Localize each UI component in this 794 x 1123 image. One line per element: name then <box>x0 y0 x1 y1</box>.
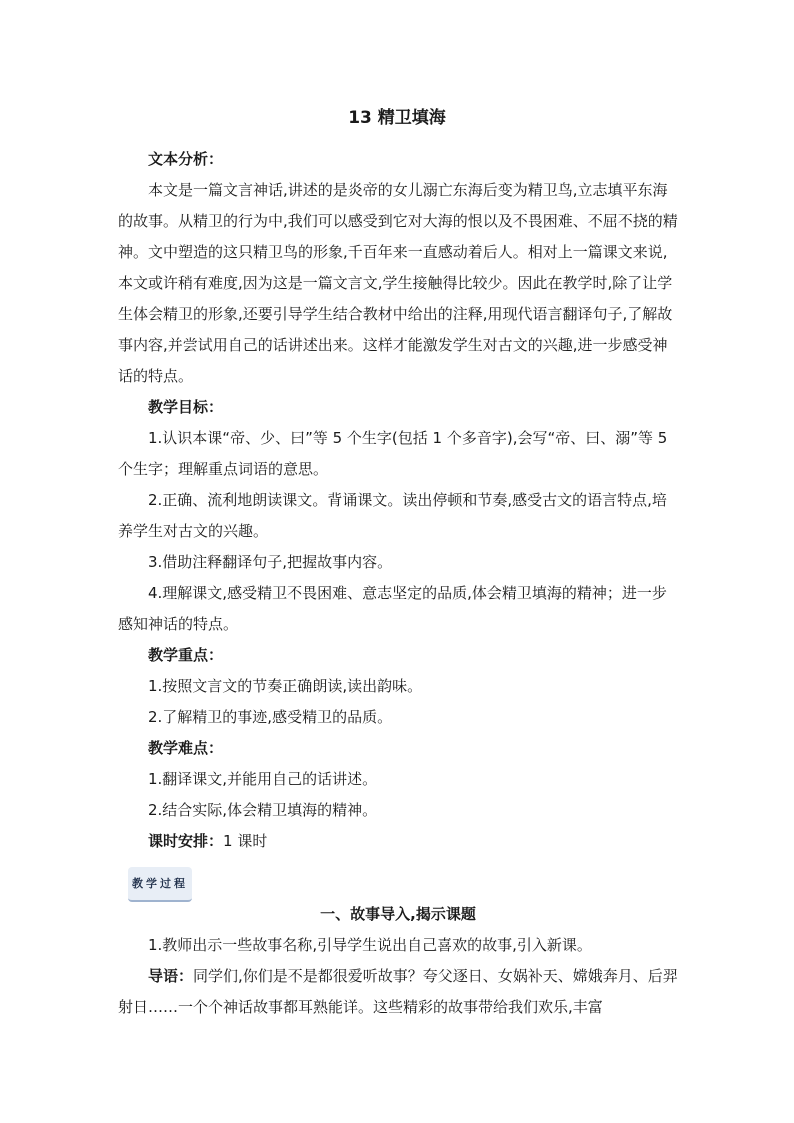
difficulty-item: 2.结合实际,体会精卫填海的精神。 <box>148 801 378 819</box>
difficulty-item: 1.翻译课文,并能用自己的话讲述。 <box>148 770 378 788</box>
intro-paragraph <box>118 961 678 1023</box>
goal-item: 2.正确、流利地朗读课文。背诵课文。读出停顿和节奏,感受古文的语言特点,培养学生对古文的兴趣。 <box>118 491 667 540</box>
document-body <box>118 144 678 1023</box>
section-title: 一、故事导入,揭示课题 <box>320 905 476 923</box>
page-title: 13 精卫填海 <box>348 108 446 128</box>
intro-text: 同学们,你们是不是都很爱听故事？夸父逐日、女娲补天、嫦娥奔月、后羿射日……一个个神话故事都耳熟能详。这些精彩的故事带给我们欢乐,丰富 <box>118 967 678 1016</box>
goals-heading: 教学目标： <box>148 398 224 416</box>
goal-item: 3.借助注释翻译句子,把握故事内容。 <box>148 553 393 571</box>
key-points-heading: 教学重点： <box>148 646 224 664</box>
key-point-item: 1.按照文言文的节奏正确朗读,读出韵味。 <box>148 677 423 695</box>
goal-item: 4.理解课文,感受精卫不畏困难、意志坚定的品质,体会精卫填海的精神；进一步感知神话的特点。 <box>118 584 667 633</box>
difficulties-heading: 教学难点： <box>148 739 224 757</box>
schedule-label: 课时安排： <box>148 832 224 850</box>
intro-label: 导语： <box>148 967 194 985</box>
schedule-line <box>118 826 678 857</box>
analysis-heading: 文本分析： <box>148 150 224 168</box>
goal-item: 1.认识本课“帝、少、曰”等 5 个生字(包括 1 个多音字),会写“帝、曰、溺”等 5 个生字；理解重点词语的意思。 <box>118 429 668 478</box>
teaching-process-badge: 教学过程 <box>128 867 192 902</box>
key-point-item: 2.了解精卫的事迹,感受精卫的品质。 <box>148 708 393 726</box>
process-badge-row <box>118 857 678 899</box>
schedule-value: 1 课时 <box>223 832 268 850</box>
section-item: 1.教师出示一些故事名称,引导学生说出自己喜欢的故事,引入新课。 <box>148 936 592 954</box>
analysis-paragraph: 本文是一篇文言神话,讲述的是炎帝的女儿溺亡东海后变为精卫鸟,立志填平东海的故事。从精卫的行为中,我们可以感受到它对大海的恨以及不畏困难、不屈不挠的精神。文中塑造的这只精卫鸟的形象,千百年来一直感动着后人。相对上一篇课文来说,本文或许稍有难度,因为这是一篇文言文,学生接触得比较少。因此在教学时,除了让学生体会精卫的形象,还要引导学生结合教材中给出的注释,用现代语言翻译句子,了解故事内容,并尝试用自己的话讲述出来。这样才能激发学生对古文的兴趣,进一步感受神话的特点。 <box>118 181 678 385</box>
